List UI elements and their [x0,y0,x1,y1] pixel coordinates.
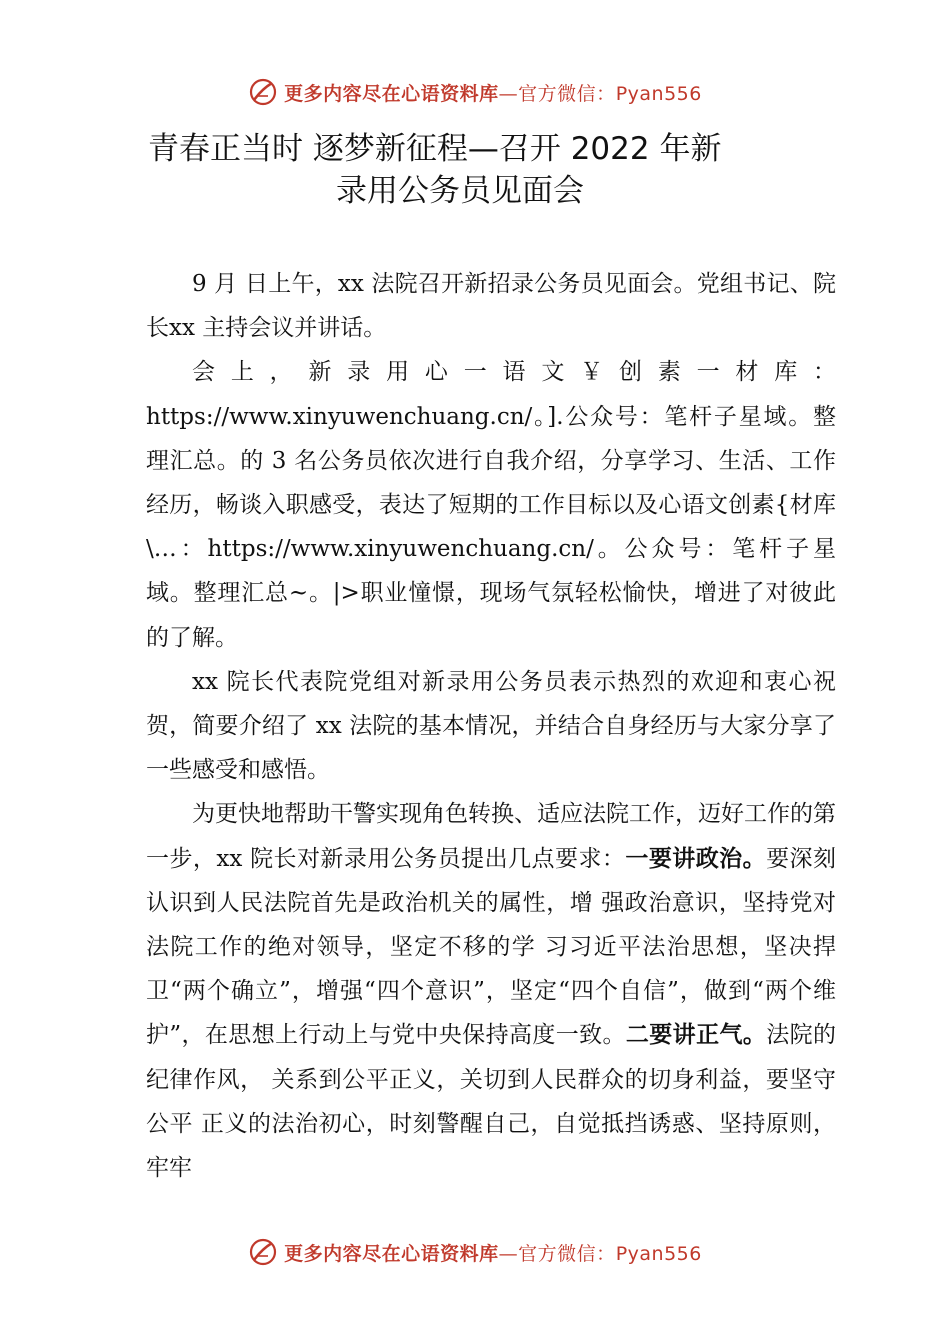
document-title [140,128,840,212]
banner-text [284,79,702,106]
paragraph-4 [146,792,836,1190]
footer-banner [0,1230,950,1274]
paragraph-3: xx 院长代表院党组对新录用公务员表示热烈的欢迎和衷心祝贺，简要介绍了 xx 法院的基本情况，并结合自身经历与大家分享了一些感受和感悟。 [146,668,836,784]
paragraph-4-intro: 为更快地帮助干警实现角色转换、适应法院工作，迈好工作的第一步，xx 院长对新录用公务员提出几点要求： [146,801,836,872]
banner-highlight: 更多内容尽在心语资料库 [284,1242,499,1265]
banner-text [284,1239,702,1266]
document-body [146,262,836,1190]
requirement-2-text: 法院的纪律作风， 关系到公平正义，关切到人民群众的切身利益，要坚守公平 正义的法治初心，时刻警醒自己，自觉抵挡诱惑、坚持原则， 牢牢 [146,1022,837,1182]
title-line-1: 青春正当时 逐梦新征程—召开 2022 年新 [148,131,722,167]
requirement-1-text: 要深刻认识到人民法院首先是政治机关的属性，增 强政治意识，坚持党对法院工作的绝对领导，坚定不移的学 习习近平法治思想，坚决捍卫“两个确立”，增强“四个意识”，坚定“四个自信”，做到“两个维护”，在思想上行动上与党中央保持高度一致。 [146,845,837,1049]
logo-icon [248,1237,278,1267]
requirement-1-heading: 一要讲政治。 [625,845,767,872]
banner-highlight: 更多内容尽在心语资料库 [284,82,499,105]
header-banner [0,70,950,114]
logo-icon [248,77,278,107]
requirement-2-heading: 二要讲正气。 [625,1022,767,1049]
banner-rest: —官方微信： [498,1242,616,1265]
banner-id: Pyan556 [615,1242,702,1265]
banner-id: Pyan556 [615,82,702,105]
paragraph-2: 会上，新录用心一语文￥创素一材库：https://www.xinyuwenchuang.cn/。].公众号：笔杆子星域。整理汇总。的 3 名公务员依次进行自我介绍，分享学习、生活、工作经历，畅谈入职感受，表达了短期的工作目标以及心语文创素{材库\…：https://www.xinyuwenchuang.cn/。公众号：笔杆子星域。整理汇总~。|>职业憧憬，现场气氛轻松愉快，增进了对彼此的了解。 [146,359,836,651]
banner-rest: —官方微信： [498,82,616,105]
paragraph-1: 9 月 日上午，xx 法院召开新招录公务员见面会。党组书记、院长xx 主持会议并讲话。 [146,271,836,342]
title-line-2: 录用公务员见面会 [336,173,584,209]
